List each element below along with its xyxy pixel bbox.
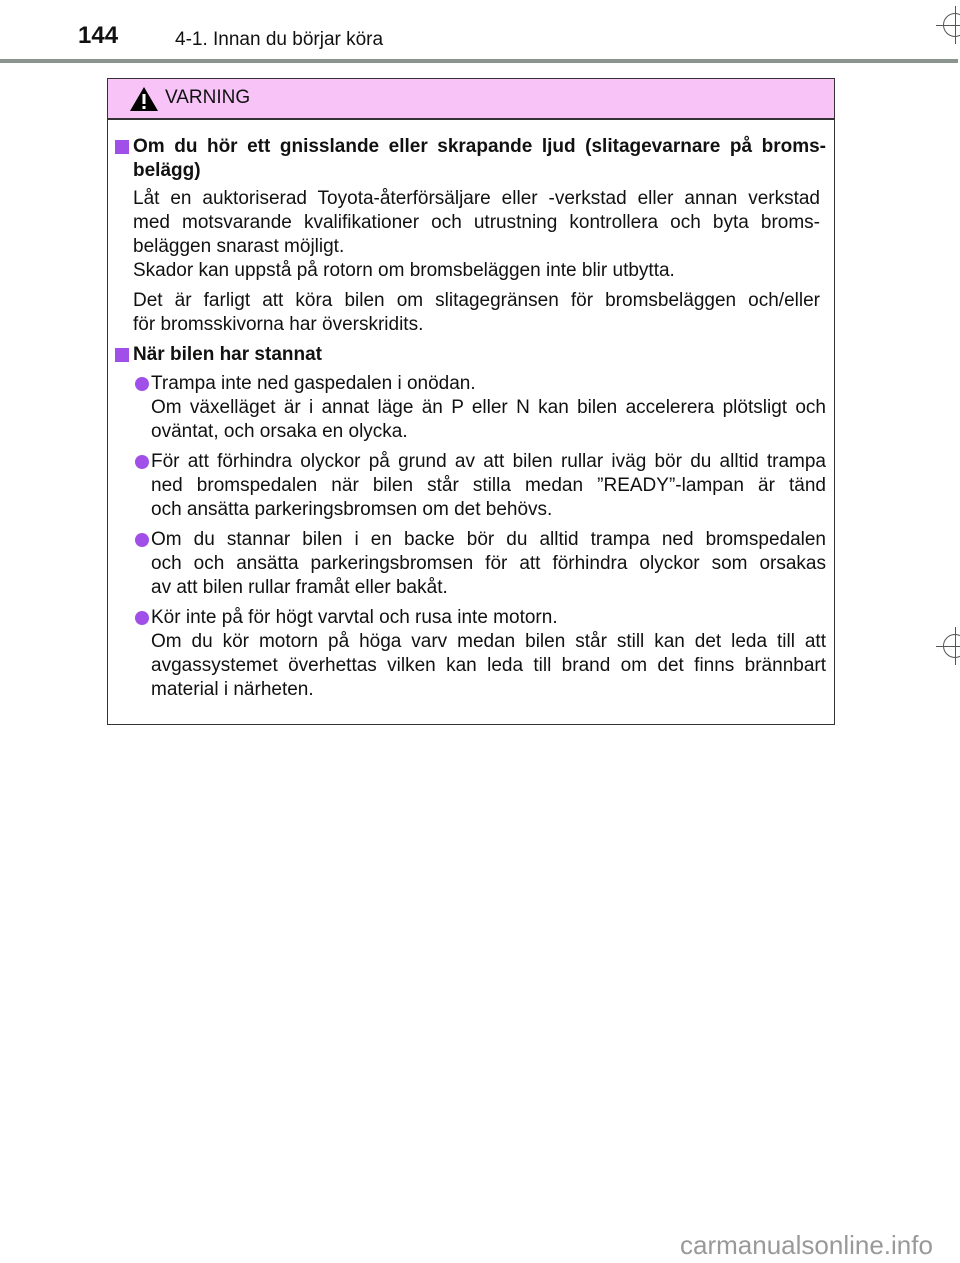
- list-item-line: Om växelläget är i annat läge än P eller N kan bilen accelerera plötsligt och: [151, 397, 826, 418]
- circle-bullet-icon: [135, 455, 149, 469]
- warning-header: [108, 79, 834, 120]
- paragraph-line: för bromsskivorna har överskridits.: [133, 314, 424, 335]
- list-item-line: Om du kör motorn på höga varv medan bilen står still kan det leda till att: [151, 631, 826, 652]
- list-item-line: Om du stannar bilen i en backe bör du alltid trampa ned bromspedalen: [151, 529, 826, 550]
- circle-bullet-icon: [135, 377, 149, 391]
- paragraph-line: Det är farligt att köra bilen om slitagegränsen för bromsbeläggen och/eller: [133, 290, 820, 311]
- crop-mark-icon: [943, 634, 960, 658]
- paragraph-line: Skador kan uppstå på rotorn om bromsbeläggen inte blir utbytta.: [133, 260, 675, 281]
- list-item-line: oväntat, och orsaka en olycka.: [151, 421, 408, 442]
- list-item-line: Kör inte på för högt varvtal och rusa inte motorn.: [151, 607, 558, 628]
- section-heading: När bilen har stannat: [133, 344, 322, 365]
- circle-bullet-icon: [135, 533, 149, 547]
- list-item-line: och och ansätta parkeringsbromsen för att förhindra olyckor som orsakas: [151, 553, 826, 574]
- warning-title: VARNING: [165, 87, 251, 108]
- header-rule: [0, 59, 958, 63]
- list-item-line: material i närheten.: [151, 679, 314, 700]
- paragraph-line: beläggen snarast möjligt.: [133, 236, 345, 257]
- square-bullet-icon: [115, 348, 129, 362]
- section-title: 4-1. Innan du börjar köra: [175, 29, 384, 50]
- warning-triangle-icon: [129, 86, 159, 112]
- list-item-line: För att förhindra olyckor på grund av att bilen rullar iväg bör du alltid trampa: [151, 451, 826, 472]
- paragraph-line: med motsvarande kvalifikationer och utrustning kontrollera och byta broms-: [133, 212, 820, 233]
- crop-mark-icon: [943, 13, 960, 37]
- list-item-line: avgassystemet överhettas vilken kan leda till brand om det finns brännbart: [151, 655, 826, 676]
- section-heading: belägg): [133, 160, 201, 181]
- list-item-line: av att bilen rullar framåt eller bakåt.: [151, 577, 448, 598]
- watermark: carmanualsonline.info: [680, 1230, 933, 1260]
- circle-bullet-icon: [135, 611, 149, 625]
- section-heading: Om du hör ett gnisslande eller skrapande ljud (slitagevarnare på broms-: [133, 136, 826, 157]
- paragraph-line: Låt en auktoriserad Toyota-återförsäljare eller -verkstad eller annan verkstad: [133, 188, 820, 209]
- square-bullet-icon: [115, 140, 129, 154]
- list-item-line: och ansätta parkeringsbromsen om det behövs.: [151, 499, 553, 520]
- list-item-line: Trampa inte ned gaspedalen i onödan.: [151, 373, 476, 394]
- page-number: 144: [78, 22, 119, 49]
- list-item-line: ned bromspedalen när bilen står stilla medan ”READY”-lampan är tänd: [151, 475, 826, 496]
